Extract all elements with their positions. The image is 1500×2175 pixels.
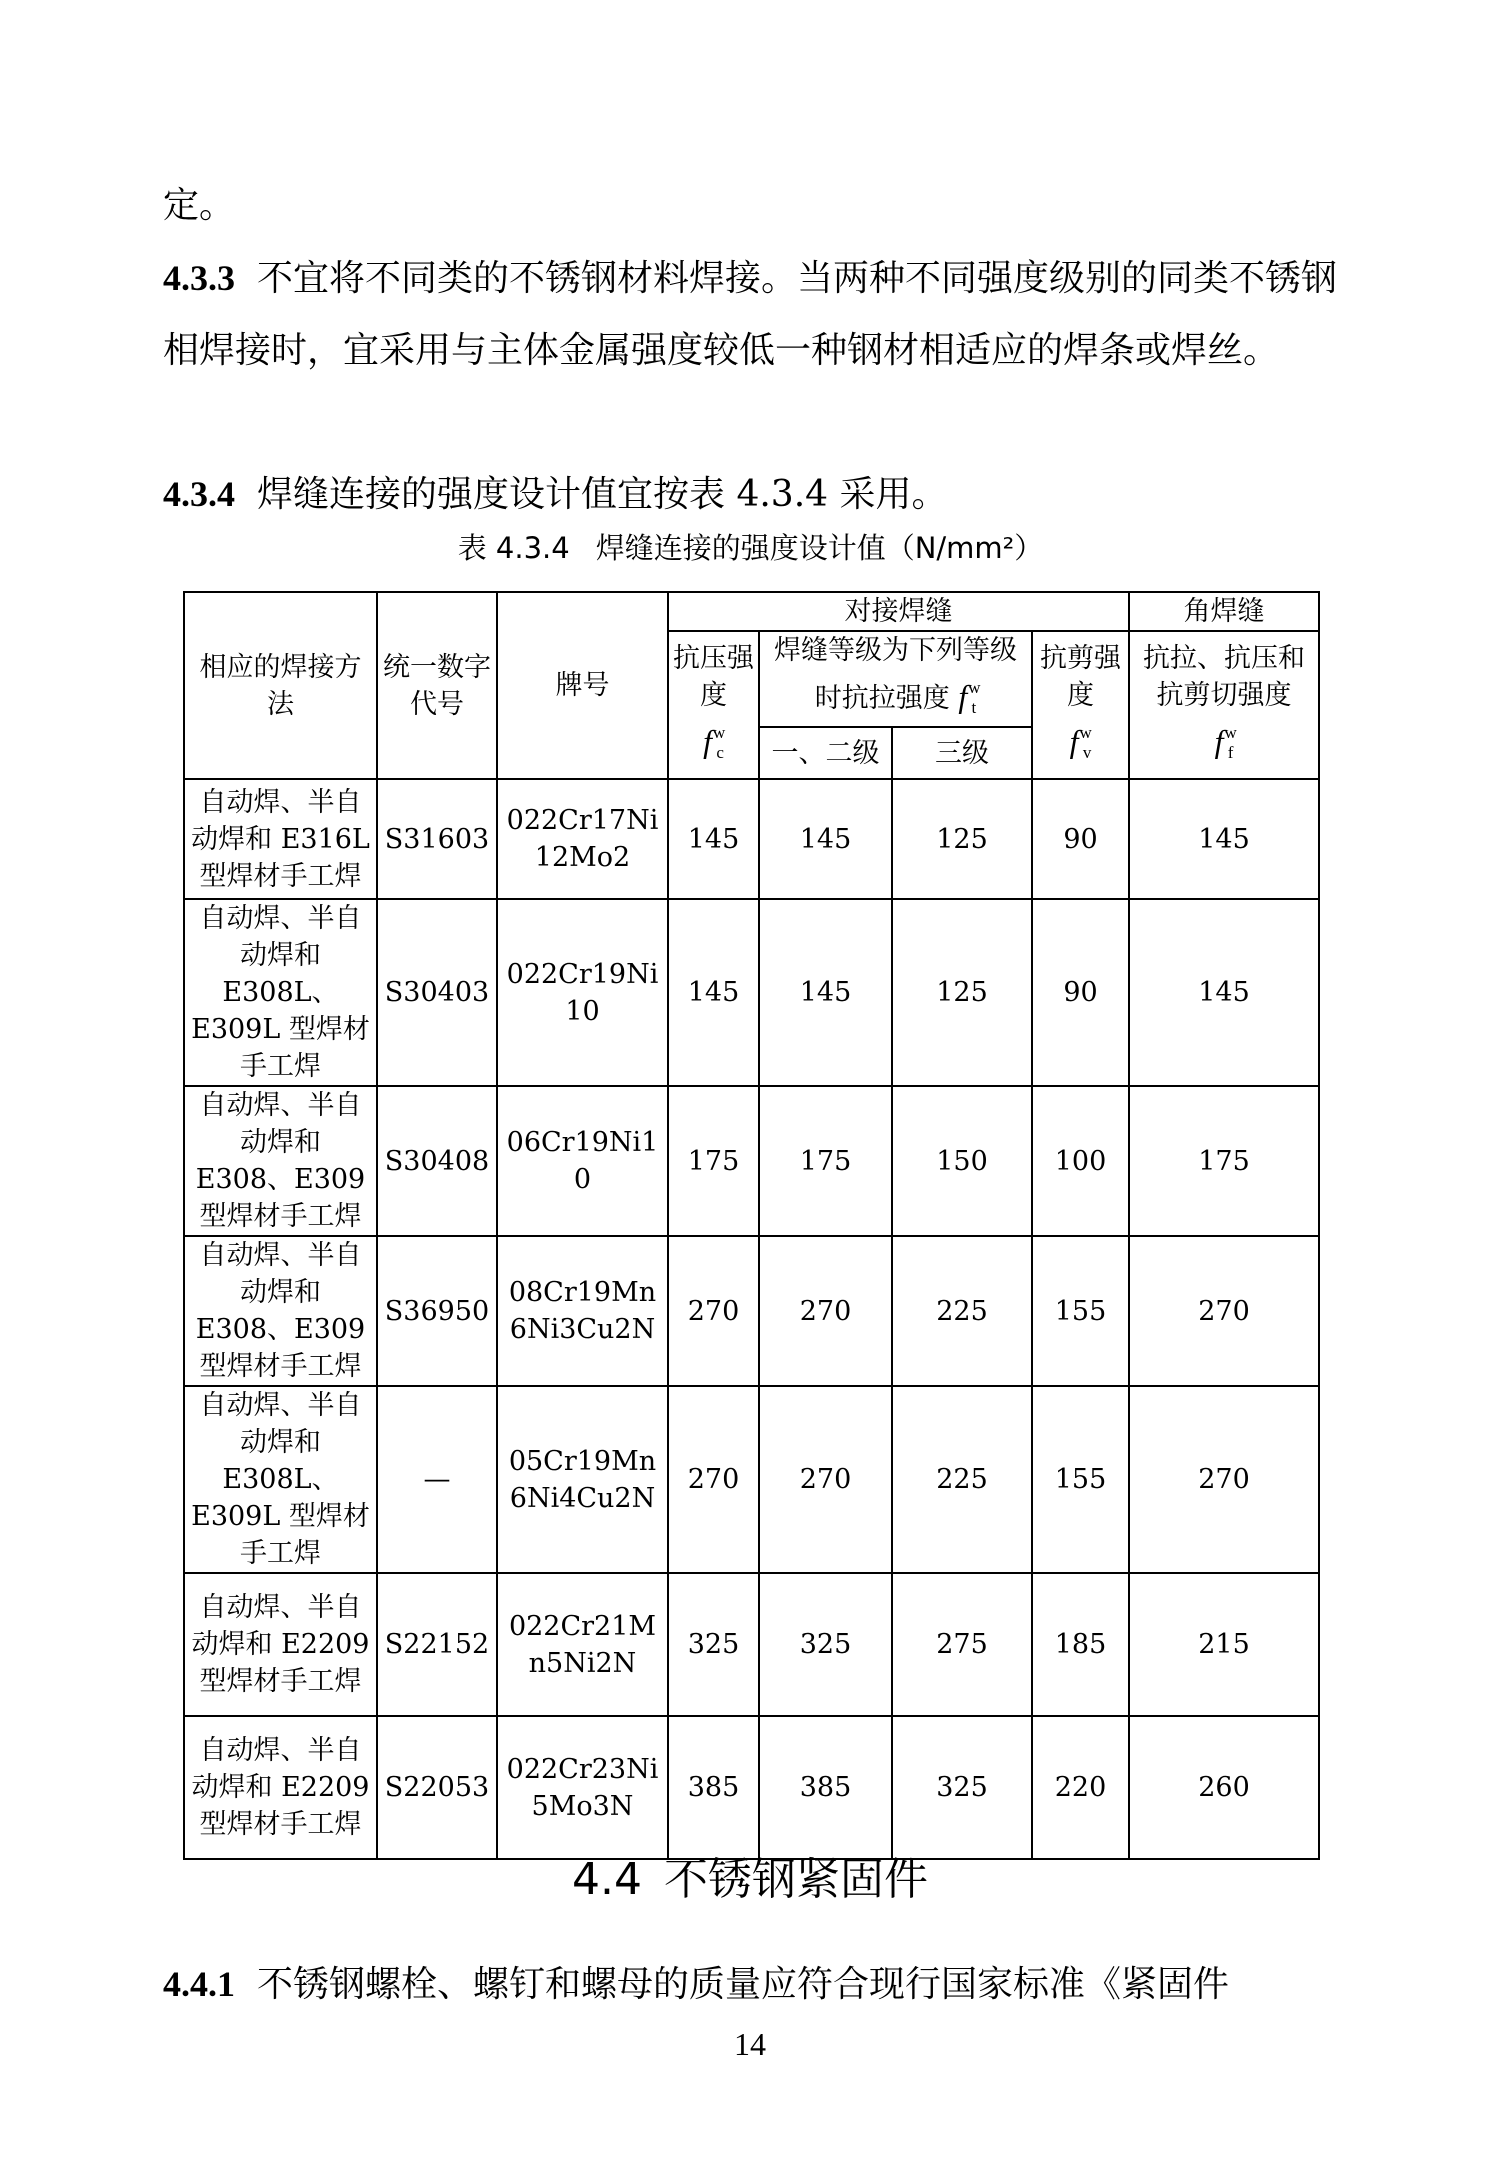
cell-grade: 06Cr19Ni10 bbox=[497, 1086, 668, 1236]
cell-code: S31603 bbox=[377, 779, 497, 899]
header-code: 统一数字代号 bbox=[377, 592, 497, 779]
cell-ft-12: 270 bbox=[759, 1236, 892, 1386]
cell-method: 自动焊、半自动焊和 E2209 型焊材手工焊 bbox=[184, 1573, 377, 1716]
cell-fc: 325 bbox=[668, 1573, 759, 1716]
cell-ft-12: 325 bbox=[759, 1573, 892, 1716]
cell-code: S36950 bbox=[377, 1236, 497, 1386]
table-row bbox=[184, 1716, 1319, 1859]
cell-ft-3: 125 bbox=[892, 899, 1032, 1086]
header-grade: 牌号 bbox=[497, 592, 668, 779]
cell-ft-3: 275 bbox=[892, 1573, 1032, 1716]
cell-ff: 145 bbox=[1129, 779, 1319, 899]
paragraph-text: 定。 bbox=[163, 185, 236, 226]
header-tension-levels bbox=[759, 631, 1032, 727]
clause-4-3-3 bbox=[163, 242, 1343, 387]
symbol-fv: $f^w_v$ bbox=[1069, 722, 1092, 762]
clause-number: 4.3.4 bbox=[163, 474, 235, 514]
cell-method: 自动焊、半自动焊和 E308L、E309L 型焊材手工焊 bbox=[184, 1386, 377, 1573]
cell-code: S22152 bbox=[377, 1573, 497, 1716]
table-row bbox=[184, 899, 1319, 1086]
header-compression-label: 抗压强度 bbox=[673, 642, 754, 711]
table-row bbox=[184, 1386, 1319, 1573]
cell-fv: 155 bbox=[1032, 1236, 1129, 1386]
cell-grade: 05Cr19Mn6Ni4Cu2N bbox=[497, 1386, 668, 1573]
cell-ft-12: 145 bbox=[759, 779, 892, 899]
cell-method: 自动焊、半自动焊和 E308L、E309L 型焊材手工焊 bbox=[184, 899, 377, 1086]
cell-method: 自动焊、半自动焊和 E308、E309 型焊材手工焊 bbox=[184, 1236, 377, 1386]
header-fillet-strength-label: 抗拉、抗压和抗剪切强度 bbox=[1143, 642, 1305, 711]
clause-4-3-4 bbox=[163, 458, 1343, 531]
cell-fv: 185 bbox=[1032, 1573, 1129, 1716]
table-row bbox=[184, 1086, 1319, 1236]
cell-method: 自动焊、半自动焊和 E308、E309 型焊材手工焊 bbox=[184, 1086, 377, 1236]
header-butt-weld: 对接焊缝 bbox=[668, 592, 1129, 631]
cell-ff: 270 bbox=[1129, 1386, 1319, 1573]
table-row bbox=[184, 1236, 1319, 1386]
clause-number: 4.4.1 bbox=[163, 1964, 235, 2004]
page-number: 14 bbox=[734, 2026, 766, 2062]
cell-method: 自动焊、半自动焊和 E316L 型焊材手工焊 bbox=[184, 779, 377, 899]
cell-ft-3: 225 bbox=[892, 1386, 1032, 1573]
cell-grade: 022Cr23Ni5Mo3N bbox=[497, 1716, 668, 1859]
cell-code: S30403 bbox=[377, 899, 497, 1086]
table-caption-title: 焊缝连接的强度设计值（N/mm²） bbox=[595, 531, 1044, 565]
cell-ff: 145 bbox=[1129, 899, 1319, 1086]
cell-ft-3: 325 bbox=[892, 1716, 1032, 1859]
cell-ff: 175 bbox=[1129, 1086, 1319, 1236]
table-caption-number: 表 4.3.4 bbox=[457, 531, 570, 565]
cell-fv: 155 bbox=[1032, 1386, 1129, 1573]
cell-fv: 90 bbox=[1032, 899, 1129, 1086]
clause-text: 不宜将不同类的不锈钢材料焊接。当两种不同强度级别的同类不锈钢相焊接时，宜采用与主体金属强度较低一种钢材相适应的焊条或焊丝。 bbox=[163, 258, 1338, 371]
clause-text: 不锈钢螺栓、螺钉和螺母的质量应符合现行国家标准《紧固件 bbox=[257, 1964, 1230, 2005]
cell-ft-12: 385 bbox=[759, 1716, 892, 1859]
header-fillet-weld: 角焊缝 bbox=[1129, 592, 1319, 631]
section-title-text: 不锈钢紧固件 bbox=[663, 1854, 928, 1905]
cell-ft-12: 270 bbox=[759, 1386, 892, 1573]
cell-ft-3: 125 bbox=[892, 779, 1032, 899]
paragraph-continuation bbox=[163, 170, 1343, 242]
cell-fc: 145 bbox=[668, 899, 759, 1086]
cell-fc: 270 bbox=[668, 1386, 759, 1573]
header-shear bbox=[1032, 631, 1129, 779]
cell-code: S30408 bbox=[377, 1086, 497, 1236]
section-heading bbox=[0, 1844, 1500, 1916]
cell-ff: 270 bbox=[1129, 1236, 1319, 1386]
symbol-ff: $f^w_f$ bbox=[1214, 722, 1237, 762]
cell-ff: 215 bbox=[1129, 1573, 1319, 1716]
clause-text: 焊缝连接的强度设计值宜按表 4.3.4 采用。 bbox=[257, 474, 948, 515]
cell-ft-12: 175 bbox=[759, 1086, 892, 1236]
header-level-3: 三级 bbox=[892, 727, 1032, 779]
symbol-fc: $f^w_c$ bbox=[703, 722, 726, 762]
header-shear-label: 抗剪强度 bbox=[1040, 642, 1121, 711]
cell-ft-12: 145 bbox=[759, 899, 892, 1086]
header-level-1-2: 一、二级 bbox=[759, 727, 892, 779]
symbol-ft: $f^w_t$ bbox=[958, 678, 981, 717]
cell-fv: 100 bbox=[1032, 1086, 1129, 1236]
cell-ff: 260 bbox=[1129, 1716, 1319, 1859]
cell-fc: 385 bbox=[668, 1716, 759, 1859]
table-caption bbox=[183, 524, 1318, 572]
cell-grade: 08Cr19Mn6Ni3Cu2N bbox=[497, 1236, 668, 1386]
cell-fc: 175 bbox=[668, 1086, 759, 1236]
cell-fc: 145 bbox=[668, 779, 759, 899]
weld-strength-table bbox=[183, 591, 1320, 1860]
table-row bbox=[184, 779, 1319, 899]
header-method: 相应的焊接方法 bbox=[184, 592, 377, 779]
table-row bbox=[184, 1573, 1319, 1716]
cell-code: — bbox=[377, 1386, 497, 1573]
cell-method: 自动焊、半自动焊和 E2209 型焊材手工焊 bbox=[184, 1716, 377, 1859]
clause-number: 4.3.3 bbox=[163, 258, 235, 298]
cell-grade: 022Cr19Ni10 bbox=[497, 899, 668, 1086]
header-tension-label: 焊缝等级为下列等级时抗拉强度 bbox=[774, 635, 1017, 714]
cell-fv: 90 bbox=[1032, 779, 1129, 899]
cell-grade: 022Cr21Mn5Ni2N bbox=[497, 1573, 668, 1716]
clause-4-4-1 bbox=[163, 1948, 1343, 2021]
cell-ft-3: 225 bbox=[892, 1236, 1032, 1386]
header-compression bbox=[668, 631, 759, 779]
cell-code: S22053 bbox=[377, 1716, 497, 1859]
cell-fc: 270 bbox=[668, 1236, 759, 1386]
cell-fv: 220 bbox=[1032, 1716, 1129, 1859]
cell-ft-3: 150 bbox=[892, 1086, 1032, 1236]
header-fillet-strength bbox=[1129, 631, 1319, 779]
cell-grade: 022Cr17Ni12Mo2 bbox=[497, 779, 668, 899]
section-number: 4.4 bbox=[572, 1854, 642, 1905]
